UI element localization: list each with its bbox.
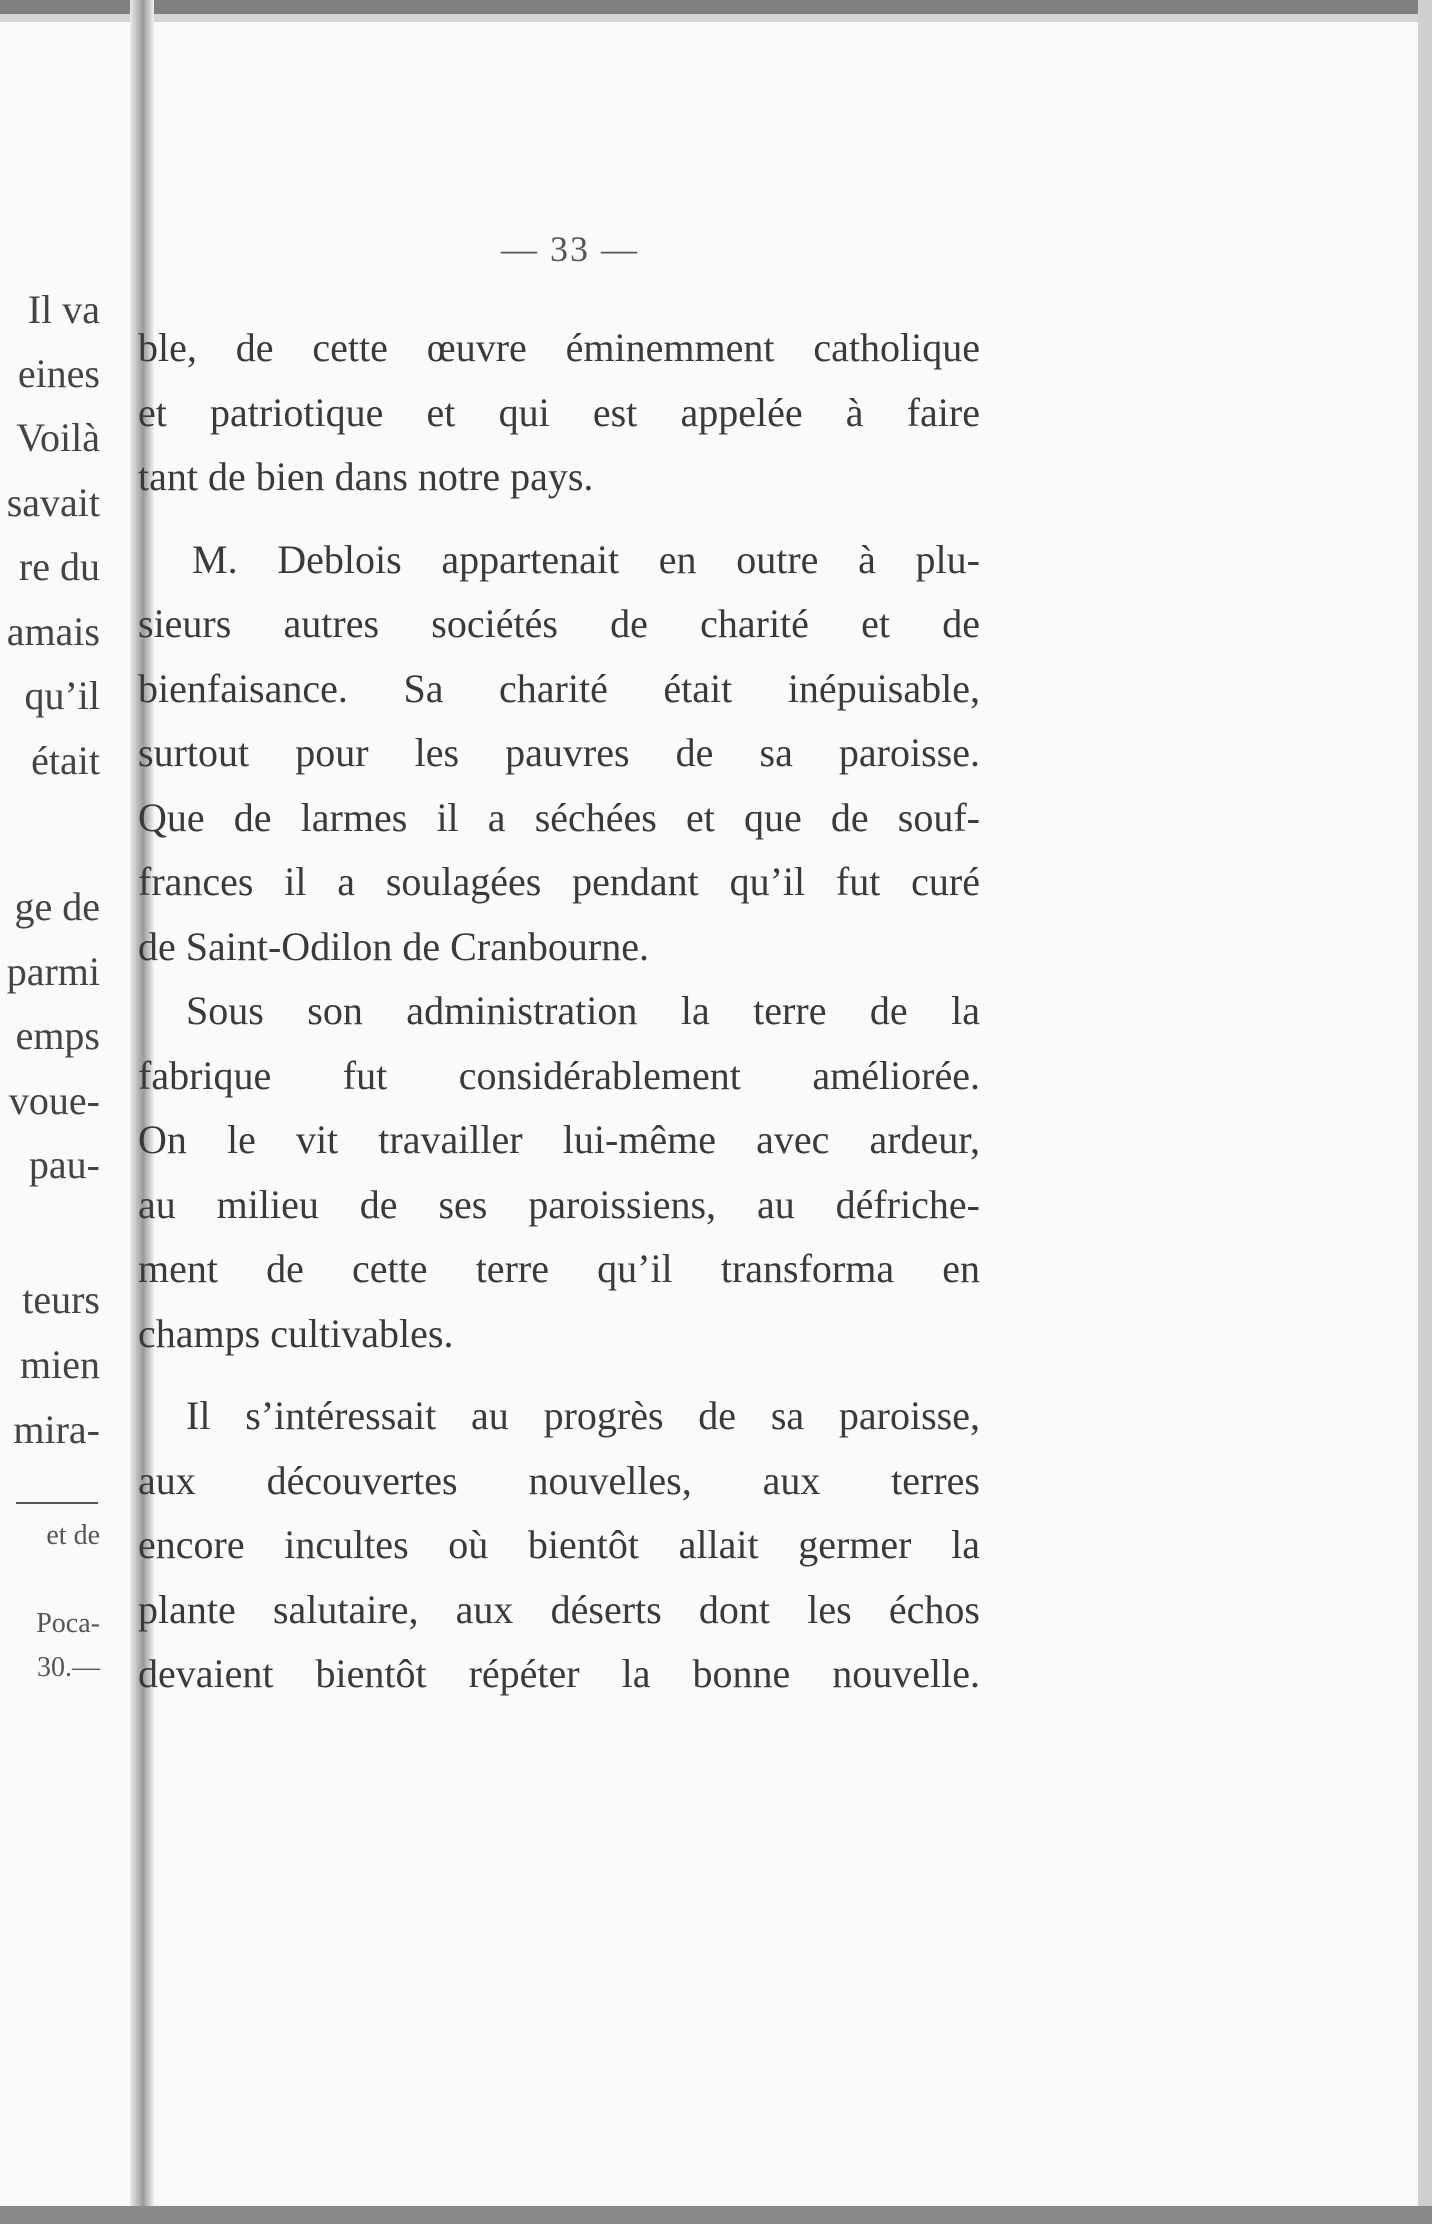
text-line: ble, de cette œuvre éminemment catholique [138,325,980,370]
text-line: tant de bien dans notre pays. [138,454,594,499]
text-line: de Saint-Odilon de Cranbourne. [138,923,649,969]
facing-page-footnote-line: Poca- [36,1608,100,1639]
body-text [138,316,980,1707]
facing-page-line: savait [6,480,100,525]
facing-page-line: voue- [8,1078,100,1123]
text-line: au milieu de ses paroissiens, au défriche- [138,1181,980,1227]
facing-page-line: qu’il [24,673,100,718]
facing-page-line: Il va [27,287,100,332]
text-line: On le vit travailler lui-même avec ardeur, [138,1117,980,1162]
facing-page-line: pau- [28,1142,100,1187]
facing-page-line: teurs [22,1277,100,1322]
facing-page-line: re du [18,544,100,589]
text-line: bienfaisance. Sa charité était inépuisable, [138,665,980,711]
scan-right-edge [1418,0,1432,2224]
paragraph [138,1384,980,1707]
facing-page-footnote-line: 30.— [37,1652,100,1683]
facing-page-line: mira- [13,1407,100,1452]
paragraph [138,979,980,1366]
text-line: et patriotique et qui est appelée à faire [138,389,980,435]
facing-page-line: amais [6,609,100,654]
text-line: Il s’intéressait au progrès de sa paroisse, [186,1393,980,1438]
text-line: M. Deblois appartenait en outre à plu- [192,536,980,582]
text-line: encore incultes où bientôt allait germer la [138,1522,980,1567]
facing-page-line: eines [17,351,100,396]
footnote-rule [16,1502,98,1504]
page-number: — 33 — [501,229,639,269]
facing-page-line: ge de [14,884,100,929]
text-line: aux découvertes nouvelles, aux terres [138,1457,980,1503]
text-line: sieurs autres sociétés de charité et de [138,601,980,646]
text-line: champs cultivables. [138,1310,454,1356]
facing-page-line: était [31,738,100,783]
text-line: fabrique fut considérablement améliorée. [138,1052,980,1098]
facing-page-footnote-line: et de [46,1520,100,1551]
facing-page-fragment [0,287,100,1710]
facing-page-line: Voilà [16,415,100,460]
text-line: frances il a soulagées pendant qu’il fut curé [138,859,980,904]
scan-top-edge [0,0,1432,14]
text-line: Sous son administration la terre de la [186,988,980,1033]
text-line: Que de larmes il a séchées et que de souf- [138,794,980,840]
scan-top-shadow [0,14,1432,22]
scan-bottom-edge [0,2206,1432,2224]
text-line: ment de cette terre qu’il transforma en [138,1246,980,1291]
paragraph [138,316,980,510]
text-line: plante salutaire, aux déserts dont les échos [138,1586,980,1632]
facing-page-line: emps [15,1013,100,1058]
text-line: devaient bientôt répéter la bonne nouvelle. [138,1651,980,1696]
text-line: surtout pour les pauvres de sa paroisse. [138,730,980,775]
paragraph [138,528,980,980]
facing-page-line: mien [20,1342,100,1387]
facing-page-line: parmi [6,949,100,994]
